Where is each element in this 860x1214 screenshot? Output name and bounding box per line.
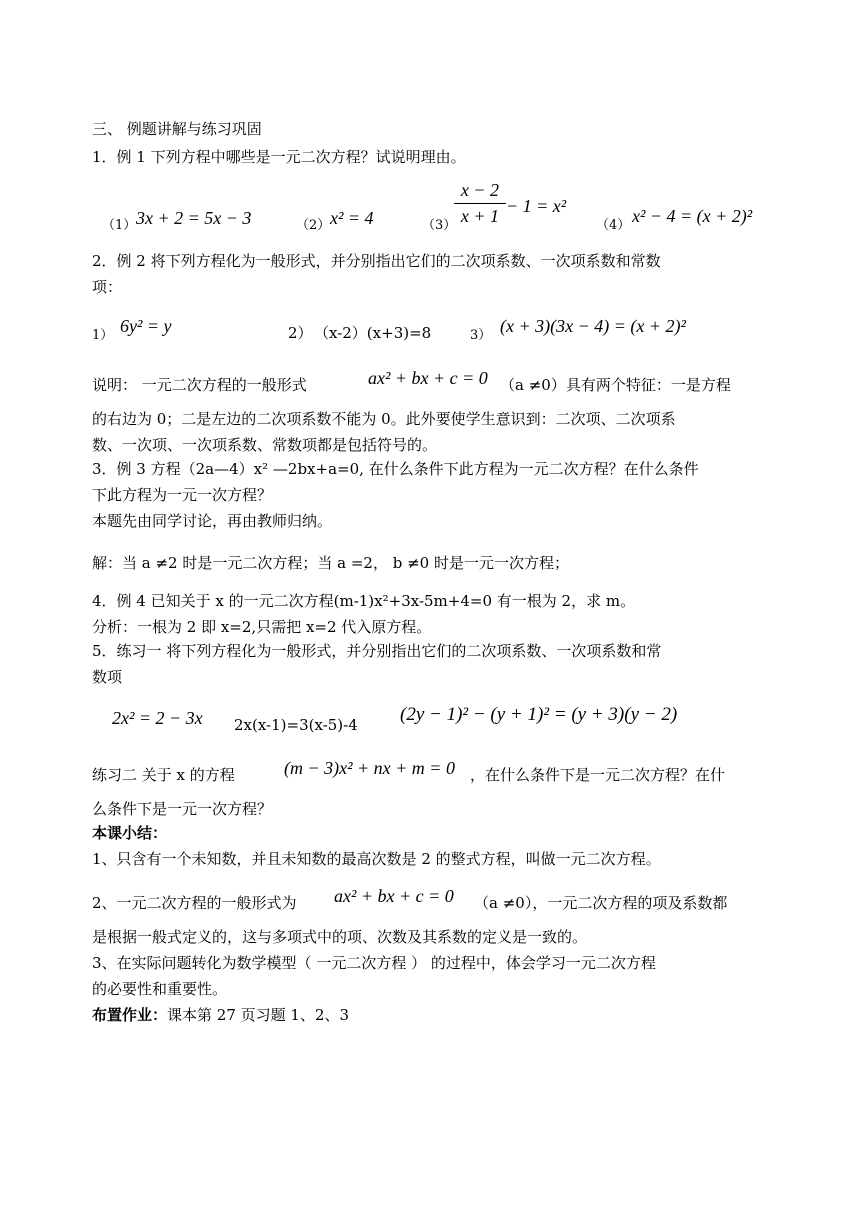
summary-point-1: 1、只含有一个未知数，并且未知数的最高次数是 2 的整式方程，叫做一元二次方程。 — [92, 850, 661, 868]
example-4-title: 4．例 4 已知关于 x 的一元二次方程(m-1)x²+3x-5m+4=0 有一根为 2，求 m。 — [92, 592, 636, 610]
note-line-2: 的右边为 0；二是左边的二次项系数不能为 0。此外要使学生意识到：二次项、二次项系 — [92, 410, 676, 428]
practice-1-equation-3: (2y − 1)² − (y + 1)² = (y + 3)(y − 2) — [400, 704, 678, 725]
example-4-analysis: 分析：一根为 2 即 x=2,只需把 x=2 代入原方程。 — [92, 618, 432, 636]
example-3-answer: 解：当 a ≠2 时是一元二次方程；当 a =2， b ≠0 时是一元一次方程； — [92, 554, 569, 572]
ex2-equation-3: (x + 3)(3x − 4) = (x + 2)² — [500, 316, 686, 336]
ex1-label-2: （2） — [296, 218, 331, 233]
ex1-label-4: （4） — [596, 218, 631, 233]
practice-1-equation-1: 2x² = 2 − 3x — [112, 708, 203, 728]
fraction-denominator: x + 1 — [460, 206, 500, 226]
practice-1-title-cont: 数项 — [92, 668, 123, 686]
note-general-form: ax² + bx + c = 0 — [368, 368, 488, 388]
practice-1-equation-2: 2x(x-1)=3(x-5)-4 — [234, 716, 358, 734]
example-2-title-cont: 项： — [92, 278, 123, 296]
example-1-title: 1．例 1 下列方程中哪些是一元二次方程？试说明理由。 — [92, 148, 466, 166]
example-3-title: 3．例 3 方程（2a—4）x² —2bx+a=0, 在什么条件下此方程为一元二次方程？在什么条件 — [92, 460, 699, 478]
ex1-equation-2: x² = 4 — [330, 208, 374, 228]
ex1-equation-1: 3x + 2 = 5x − 3 — [136, 208, 252, 228]
homework-text: 课本第 27 页习题 1、2、3 — [167, 1006, 350, 1024]
ex1-label-3: （3） — [422, 218, 457, 233]
practice-1-title: 5．练习一 将下列方程化为一般形式，并分别指出它们的二次项系数、一次项系数和常 — [92, 642, 662, 660]
fraction-numerator: x − 2 — [454, 180, 506, 204]
ex2-label-2: 2） — [288, 324, 313, 342]
ex1-equation-4: x² − 4 = (x + 2)² — [632, 206, 753, 226]
ex1-equation-3-rest: − 1 = x² — [506, 196, 567, 216]
homework-line — [92, 1004, 349, 1026]
ex2-label-3: 3） — [470, 328, 492, 343]
example-3-title-cont: 下此方程为一元一次方程？ — [92, 486, 273, 504]
section-heading: 三、 例题讲解与练习巩固 — [92, 120, 262, 138]
ex2-equation-1: 6y² = y — [120, 316, 172, 336]
note-line-3: 数、一次项、一次项系数、常数项都是包括符号的。 — [92, 436, 438, 454]
example-3-instruction: 本题先由同学讨论，再由教师归纳。 — [92, 512, 333, 530]
summary-point-2-suffix: （a ≠0），一元二次方程的项及系数都 — [474, 894, 728, 912]
ex2-equation-2: （x-2）(x+3)=8 — [314, 324, 432, 342]
homework-label: 布置作业： — [92, 1006, 168, 1024]
example-2-title: 2．例 2 将下列方程化为一般形式，并分别指出它们的二次项系数、一次项系数和常数 — [92, 252, 661, 270]
ex1-fraction-3 — [454, 180, 506, 227]
practice-2-prefix: 练习二 关于 x 的方程 — [92, 766, 235, 784]
note-condition: （a ≠0）具有两个特征：一是方程 — [500, 376, 731, 394]
summary-point-3: 3、在实际问题转化为数学模型（ 一元二次方程 ） 的过程中，体会学习一元二次方程 — [92, 954, 656, 972]
summary-heading: 本课小结： — [92, 824, 168, 842]
summary-point-3-line-2: 的必要性和重要性。 — [92, 980, 228, 998]
summary-point-2-prefix: 2、一元二次方程的一般形式为 — [92, 894, 297, 912]
note-prefix: 说明： 一元二次方程的一般形式 — [92, 376, 307, 394]
practice-2-suffix: ，在什么条件下是一元二次方程？在什 — [470, 766, 726, 784]
practice-2-equation: (m − 3)x² + nx + m = 0 — [284, 758, 455, 778]
ex1-label-1: （1） — [102, 218, 137, 233]
summary-point-2-line-2: 是根据一般式定义的，这与多项式中的项、次数及其系数的定义是一致的。 — [92, 928, 588, 946]
ex2-label-1: 1） — [92, 328, 114, 343]
practice-2-line-2: 么条件下是一元一次方程？ — [92, 800, 273, 818]
summary-general-form: ax² + bx + c = 0 — [334, 886, 454, 906]
